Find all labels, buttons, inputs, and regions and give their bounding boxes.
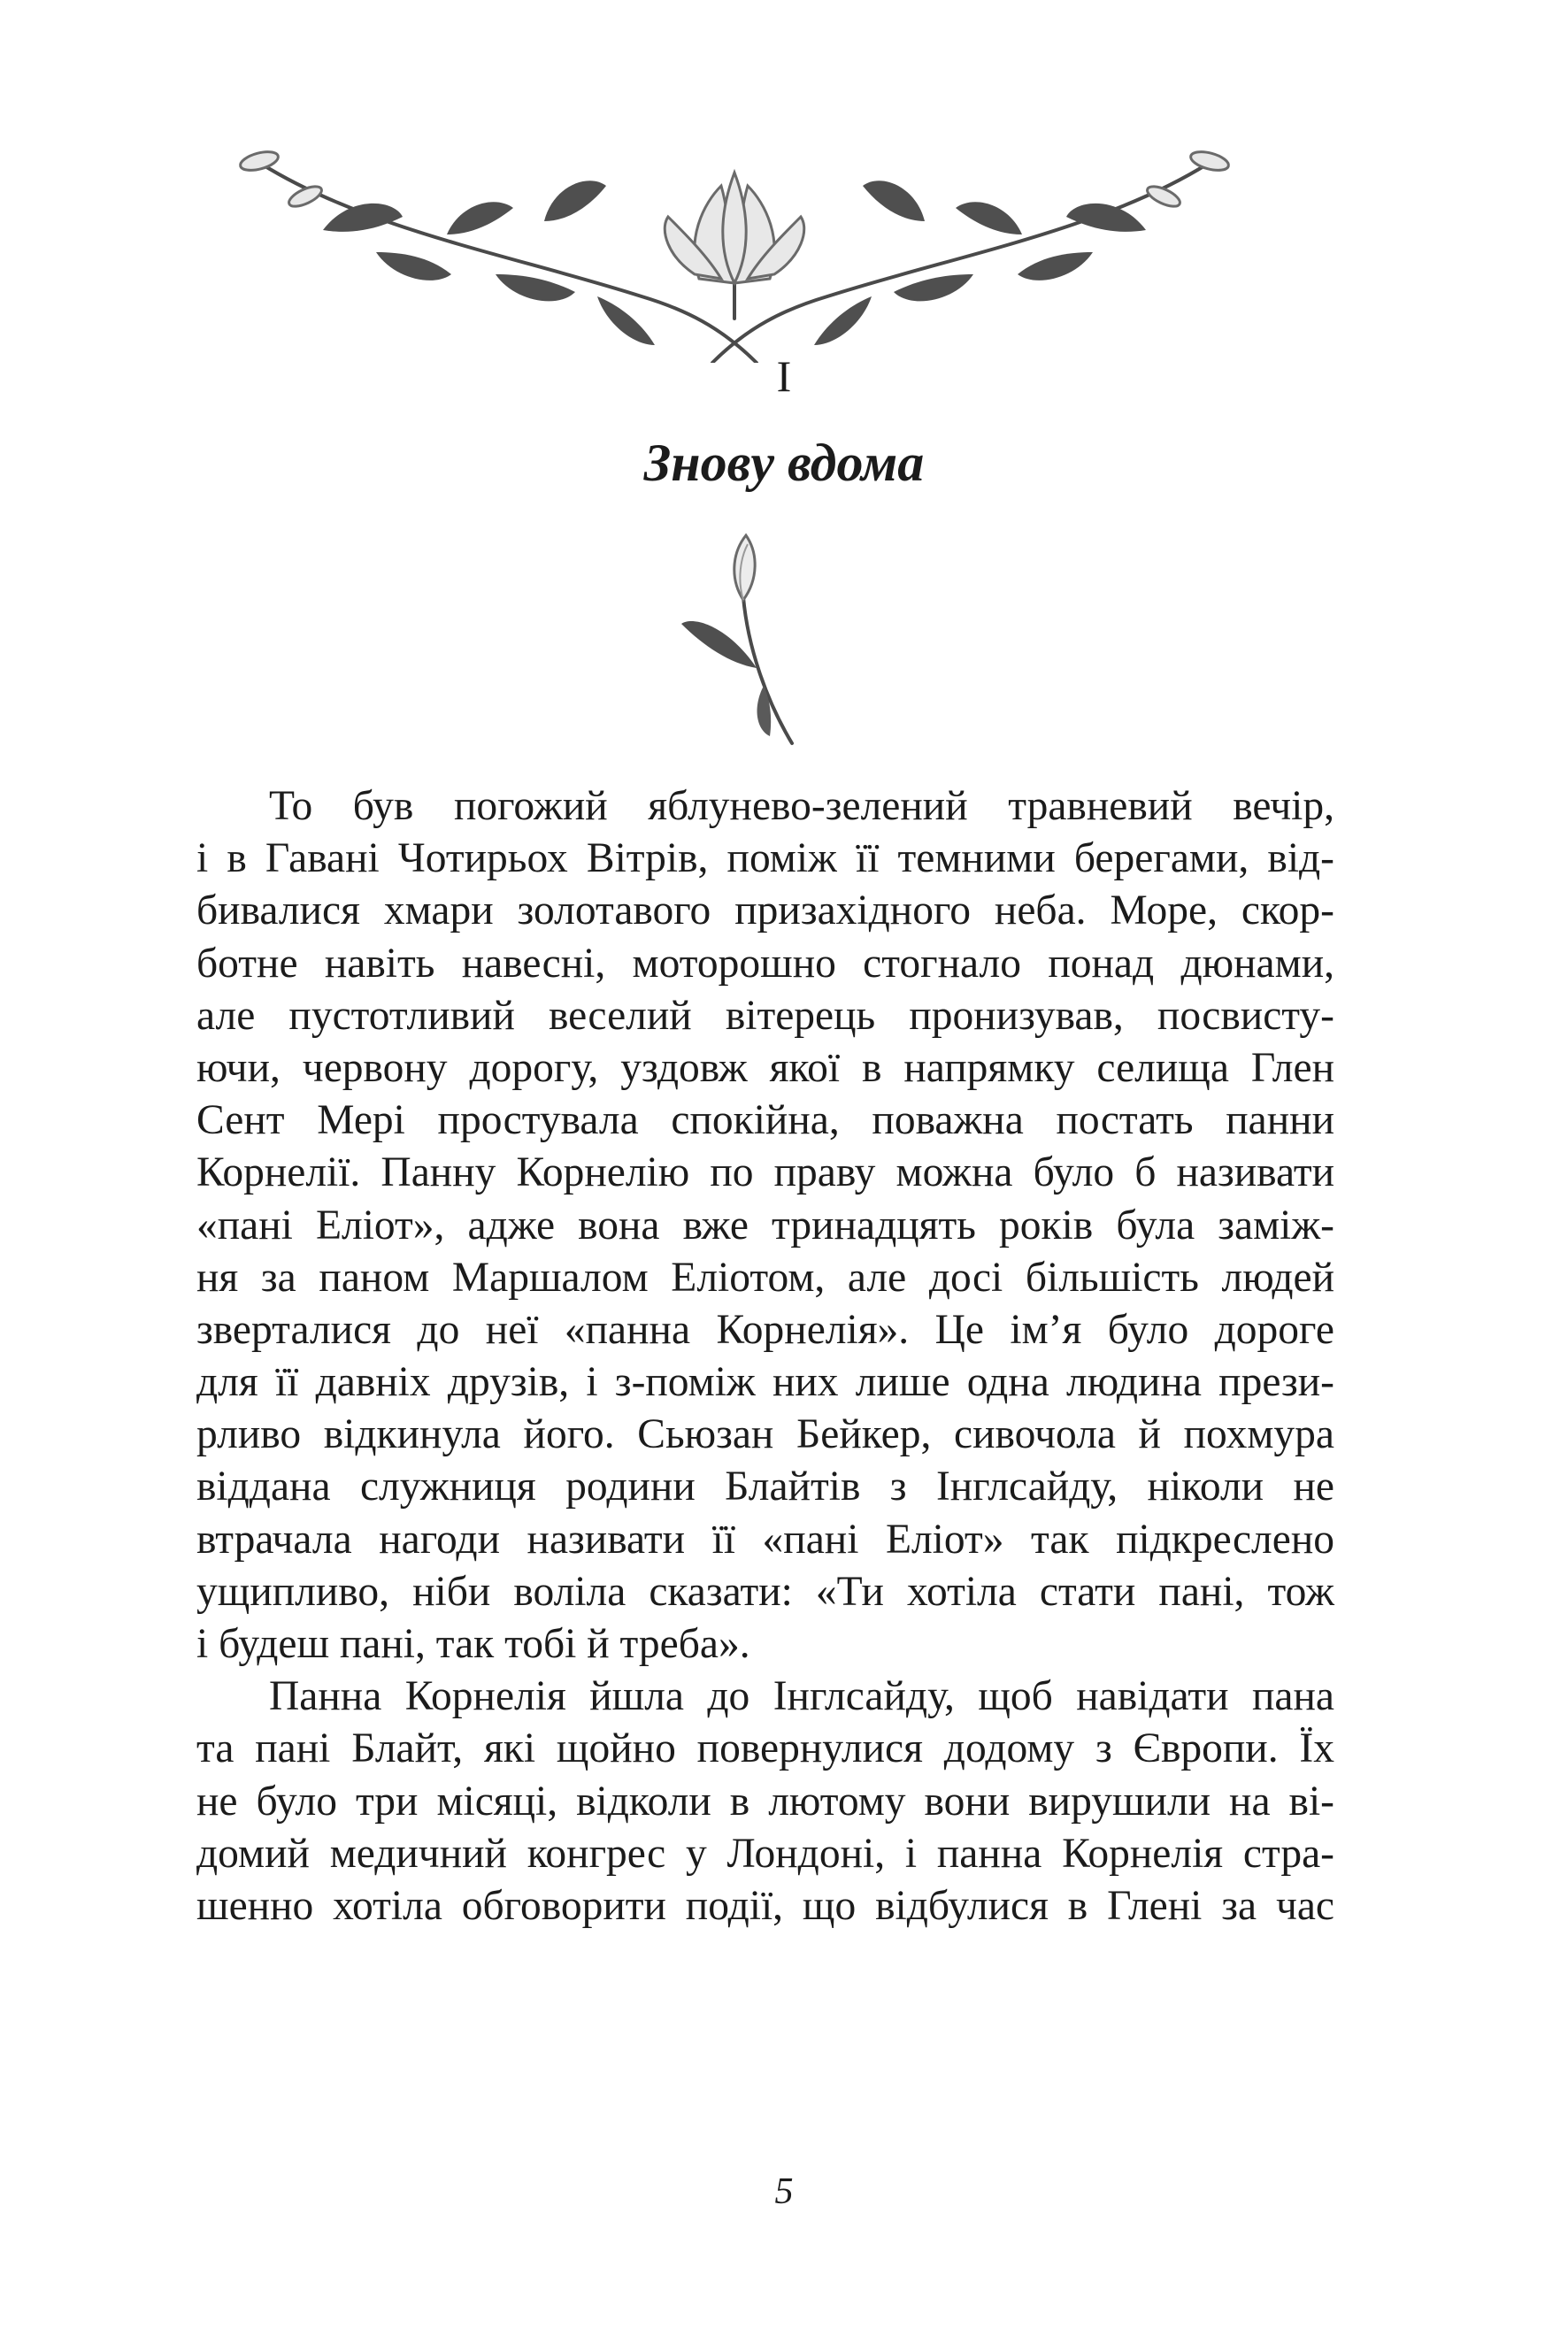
paragraph-1 (196, 780, 1334, 1671)
paragraph-2 (196, 1671, 1334, 1932)
text-line: «пані Еліот», адже вона вже тринадцять років була заміж- (196, 1202, 1334, 1248)
text-line: Панна Корнелія йшла до Інглсайду, щоб навідати пана (269, 1673, 1334, 1720)
text-line: Сент Мері простувала спокійна, поважна постать панни (196, 1097, 1334, 1144)
text-line: Корнелії. Панну Корнелію по праву можна було б називати (196, 1149, 1334, 1196)
text-line: ючи, червону дорогу, уздовж якої в напрямку селища Глен (196, 1044, 1334, 1091)
text-line: ущипливо, ніби воліла сказати: «Ти хотіла стати пані, тож (196, 1568, 1334, 1615)
text-line: віддана служниця родини Блайтів з Інглсайду, ніколи не (196, 1464, 1334, 1510)
text-line: і в Гавані Чотирьох Вітрів, поміж її темними берегами, від- (196, 835, 1334, 882)
chapter-title: Знову вдома (643, 434, 925, 492)
text-line: ботне навіть навесні, моторошно стогнало понад дюнами, (196, 940, 1334, 987)
page-number: 5 (774, 2171, 794, 2212)
text-line: То був погожий яблунево-зелений травневий вечір, (269, 783, 1334, 829)
text-line: рливо відкинула його. Сьюзан Бейкер, сивочола й похмура (196, 1411, 1334, 1458)
text-line: ня за паном Маршалом Еліотом, але досі більшість людей (196, 1254, 1334, 1301)
text-line: але пустотливий веселий вітерець пронизував, посвисту- (196, 992, 1334, 1039)
text-line: для її давніх друзів, і з-поміж них лише одна людина прези- (196, 1359, 1334, 1406)
text-line: домий медичний конгрес у Лондоні, і панна Корнелія стра- (196, 1830, 1334, 1877)
text-line: шенно хотіла обговорити події, що відбулися в Глені за час (196, 1882, 1334, 1929)
text-line: втрачала нагоди називати її «пані Еліот» так підкреслено (196, 1516, 1334, 1563)
text-line: зверталися до неї «панна Корнелія». Це ім’я було дороге (196, 1306, 1334, 1353)
text-line: бивалися хмари золотавого призахідного неба. Море, скор- (196, 887, 1334, 934)
chapter-number: I (776, 351, 792, 401)
text-line: та пані Блайт, які щойно повернулися додому з Європи. Їх (196, 1725, 1334, 1772)
text-line: не було три місяці, відколи в лютому вони вирушили на ві- (196, 1778, 1334, 1825)
text-line: і будеш пані, так тобі й треба». (196, 1621, 750, 1667)
body-text (196, 780, 1334, 1932)
lily-sprig-icon (659, 531, 836, 752)
lily-garland-icon (226, 133, 1243, 363)
